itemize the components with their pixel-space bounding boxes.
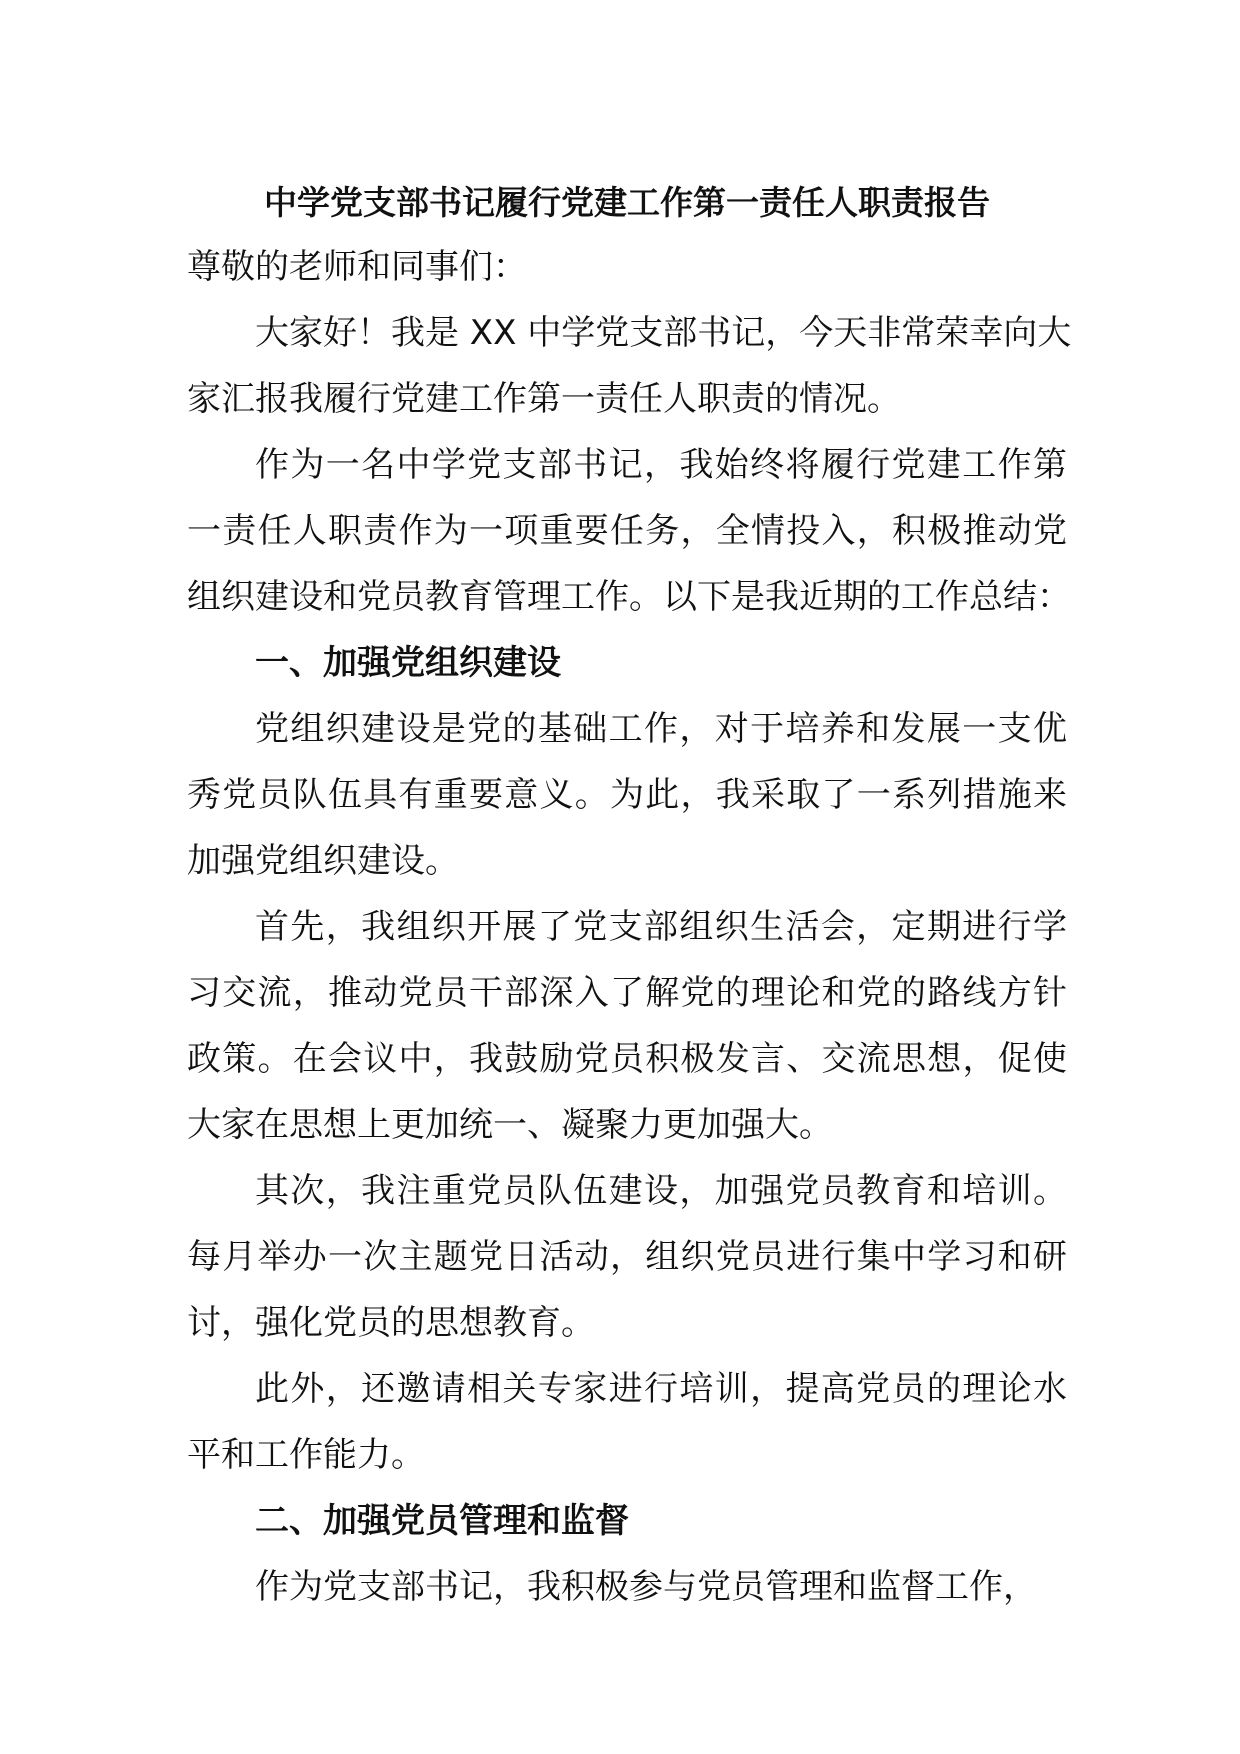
paragraph-2	[187, 432, 1071, 630]
paragraph-line: 大家在思想上更加统一、凝聚力更加强大。	[187, 1105, 833, 1145]
paragraph-line: 秀党员队伍具有重要意义。为此，我采取了一系列措施来	[187, 775, 1067, 815]
section-heading-1: 一、加强党组织建设	[255, 643, 561, 683]
greeting: 尊敬的老师和同事们：	[187, 247, 527, 287]
paragraph-line: 此外，还邀请相关专家进行培训，提高党员的理论水	[255, 1369, 1067, 1409]
paragraph-3	[187, 696, 1067, 894]
paragraph-line: 平和工作能力。	[187, 1435, 425, 1475]
paragraph-line: 一责任人职责作为一项重要任务，全情投入，积极推动党	[187, 511, 1067, 551]
paragraph-line: 每月举办一次主题党日活动，组织党员进行集中学习和研	[187, 1237, 1067, 1277]
paragraph-line: 大家好！我是 XX 中学党支部书记，今天非常荣幸向大	[255, 313, 1072, 353]
paragraph-line: 作为一名中学党支部书记，我始终将履行党建工作第	[255, 445, 1067, 485]
paragraph-7	[187, 1554, 1067, 1620]
paragraph-line: 家汇报我履行党建工作第一责任人职责的情况。	[187, 379, 901, 419]
paragraph-1	[187, 300, 1072, 432]
paragraph-4	[187, 894, 1067, 1158]
paragraph-line: 首先，我组织开展了党支部组织生活会，定期进行学	[255, 907, 1067, 947]
document-page	[187, 172, 1072, 1620]
paragraph-line: 作为党支部书记，我积极参与党员管理和监督工作，	[255, 1567, 1037, 1607]
paragraph-line: 加强党组织建设。	[187, 841, 459, 881]
paragraph-5	[187, 1158, 1067, 1356]
document-title: 中学党支部书记履行党建工作第一责任人职责报告	[264, 183, 990, 222]
paragraph-line: 政策。在会议中，我鼓励党员积极发言、交流思想，促使	[187, 1039, 1067, 1079]
section-heading-2: 二、加强党员管理和监督	[255, 1501, 629, 1541]
paragraph-line: 讨，强化党员的思想教育。	[187, 1303, 595, 1343]
paragraph-line: 党组织建设是党的基础工作，对于培养和发展一支优	[255, 709, 1067, 749]
paragraph-6	[187, 1356, 1067, 1488]
paragraph-line: 其次，我注重党员队伍建设，加强党员教育和培训。	[255, 1171, 1067, 1211]
paragraph-line: 组织建设和党员教育管理工作。以下是我近期的工作总结：	[187, 577, 1071, 617]
paragraph-line: 习交流，推动党员干部深入了解党的理论和党的路线方针	[187, 973, 1067, 1013]
